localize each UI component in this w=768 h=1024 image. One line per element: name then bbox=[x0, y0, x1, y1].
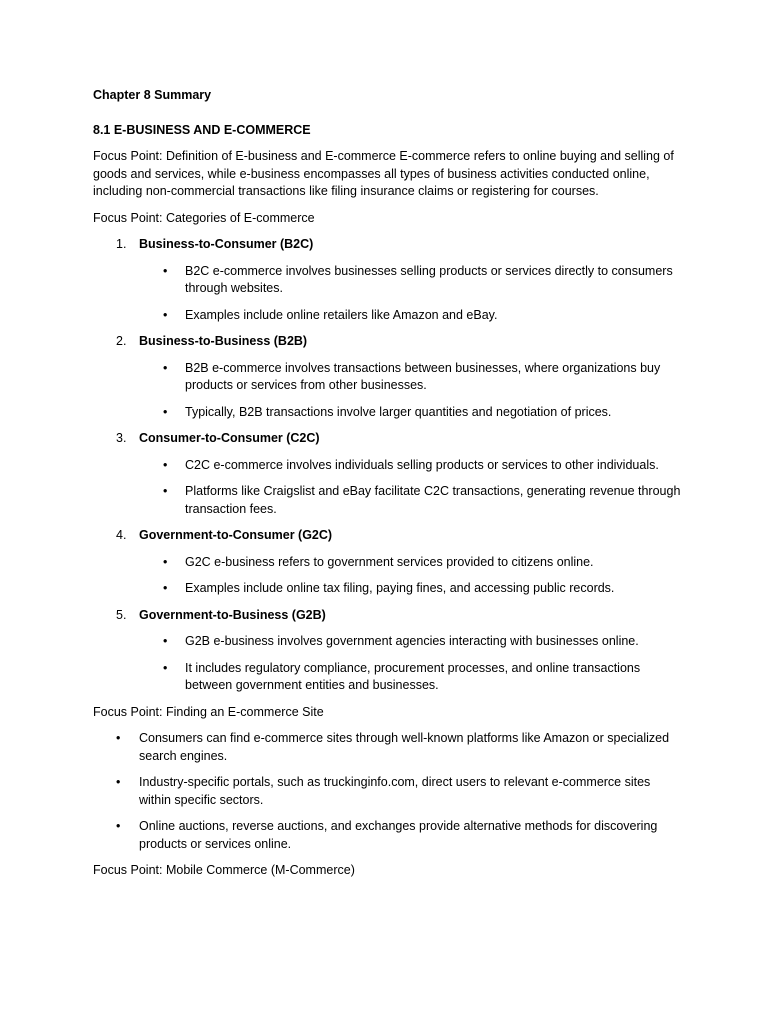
bullet-icon: • bbox=[163, 634, 168, 648]
chapter-title: Chapter 8 Summary bbox=[93, 88, 212, 102]
bullet-icon: • bbox=[163, 307, 168, 322]
finding-points bbox=[93, 730, 683, 853]
categories-list bbox=[93, 236, 683, 695]
list-item: • G2C e-business refers to government services provided to citizens online. bbox=[93, 554, 683, 572]
category-points bbox=[93, 360, 683, 422]
list-item: • Online auctions, reverse auctions, and exchanges provide alternative methods for discovering products or services online. bbox=[116, 819, 658, 851]
bullet-icon: • bbox=[163, 660, 168, 675]
list-item: • G2B e-business involves government agencies interacting with businesses online. bbox=[93, 633, 683, 651]
list-item: • Platforms like Craigslist and eBay facilitate C2C transactions, generating revenue through transaction fees. bbox=[163, 484, 681, 516]
category-item bbox=[93, 527, 683, 598]
category-title: Government-to-Consumer (G2C) bbox=[139, 528, 333, 542]
bullet-icon: • bbox=[163, 404, 168, 419]
section-title: 8.1 E-BUSINESS AND E-COMMERCE bbox=[93, 122, 311, 137]
list-item: • B2B e-commerce involves transactions between businesses, where organizations buy products or services from other businesses. bbox=[163, 360, 661, 392]
list-item: • C2C e-commerce involves individuals selling products or services to other individuals. bbox=[93, 457, 683, 475]
category-title: Business-to-Business (B2B) bbox=[139, 334, 308, 348]
list-item: • Consumers can find e-commerce sites through well-known platforms like Amazon or specialized search engines. bbox=[116, 731, 670, 763]
list-item: • Typically, B2B transactions involve larger quantities and negotiation of prices. bbox=[93, 404, 683, 422]
category-number: 4. bbox=[116, 528, 127, 542]
category-number: 2. bbox=[116, 334, 127, 348]
category-item bbox=[93, 333, 683, 421]
category-title: Government-to-Business (G2B) bbox=[139, 607, 326, 622]
bullet-icon: • bbox=[163, 554, 168, 569]
category-item bbox=[93, 430, 683, 518]
list-item: • It includes regulatory compliance, procurement processes, and online transactions between government entities and businesses. bbox=[163, 660, 641, 692]
bullet-icon: • bbox=[163, 457, 168, 472]
category-points bbox=[93, 633, 683, 695]
bullet-icon: • bbox=[163, 263, 168, 278]
bullet-icon: • bbox=[116, 775, 121, 789]
bullet-icon: • bbox=[116, 819, 121, 833]
list-item: • Examples include online retailers like Amazon and eBay. bbox=[93, 307, 683, 325]
category-number: 1. bbox=[116, 237, 127, 251]
focus-point-definition: Focus Point: Definition of E-business and E-commerce E-commerce refers to online buying and selling of goods and services, while e-business encompasses all types of business activities conducted online, including non-commercial transactions like filing insurance claims or registering for courses. bbox=[93, 149, 674, 198]
category-number: 3. bbox=[116, 431, 127, 445]
bullet-icon: • bbox=[163, 581, 168, 595]
focus-point-categories: Focus Point: Categories of E-commerce bbox=[93, 210, 315, 225]
list-item: • B2C e-commerce involves businesses selling products or services directly to consumers through websites. bbox=[163, 263, 673, 295]
category-points bbox=[93, 554, 683, 598]
list-item: • Industry-specific portals, such as truckinginfo.com, direct users to relevant e-commerce sites within specific sectors. bbox=[116, 775, 651, 807]
bullet-icon: • bbox=[116, 731, 121, 745]
focus-point-finding: Focus Point: Finding an E-commerce Site bbox=[93, 704, 324, 719]
category-points bbox=[93, 457, 683, 519]
bullet-icon: • bbox=[163, 484, 168, 498]
document-body bbox=[93, 87, 683, 889]
bullet-icon: • bbox=[163, 360, 168, 375]
category-item bbox=[93, 236, 683, 324]
category-title: Consumer-to-Consumer (C2C) bbox=[139, 431, 320, 445]
focus-point-mobile: Focus Point: Mobile Commerce (M-Commerce) bbox=[93, 863, 355, 877]
category-title: Business-to-Consumer (B2C) bbox=[139, 237, 314, 251]
list-item: • Examples include online tax filing, paying fines, and accessing public records. bbox=[93, 580, 683, 598]
category-points bbox=[93, 263, 683, 325]
category-item bbox=[93, 607, 683, 695]
category-number: 5. bbox=[116, 607, 127, 622]
